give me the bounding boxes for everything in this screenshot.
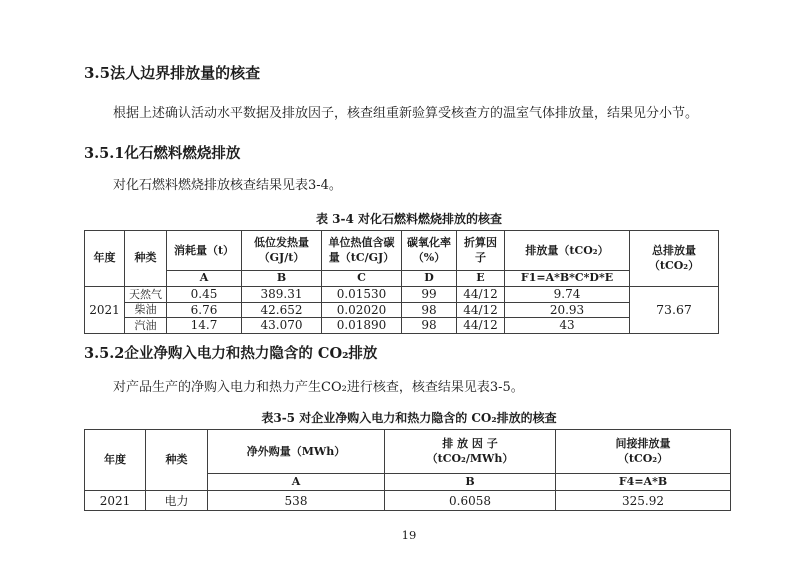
cell-carbon: 0.02020 [322, 302, 402, 317]
table-row-diesel [85, 302, 719, 317]
cell-fuel-type: 汽油 [125, 318, 167, 333]
cell-ncv: 389.31 [242, 287, 322, 302]
col-header-indirect-emission [556, 430, 731, 474]
cell-consumption: 14.7 [167, 318, 242, 333]
col-header-emission: 排放量（tCO₂） [505, 231, 630, 271]
cell-ncv: 42.652 [242, 302, 322, 317]
table-row-natural-gas [85, 287, 719, 302]
col-header-conversion-factor [457, 231, 505, 271]
paragraph-3-5-2: 对产品生产的净购入电力和热力产生CO₂进行核查，核查结果见表3-5。 [113, 379, 524, 395]
table-3-5 [84, 429, 731, 511]
cell-year: 2021 [85, 491, 146, 511]
cell-oxidation: 98 [402, 302, 457, 317]
col-header-factor-line2: 子 [475, 250, 486, 264]
cell-indirect-emission: 325.92 [556, 491, 731, 511]
cell-carbon: 0.01890 [322, 318, 402, 333]
cell-year: 2021 [85, 287, 125, 333]
col-header-carbon-content [322, 231, 402, 271]
subcol-e: E [457, 271, 505, 287]
section-heading-3-5-1: 3.5.1化石燃料燃烧排放 [84, 144, 241, 162]
subcol-formula-f4: F4=A*B [556, 474, 731, 491]
cell-ncv: 43.070 [242, 318, 322, 333]
cell-emission: 20.93 [505, 302, 630, 317]
table-row-electricity [85, 491, 731, 511]
cell-emission: 43 [505, 318, 630, 333]
col-header-consumption: 消耗量（t） [167, 231, 242, 271]
page-number: 19 [401, 528, 417, 543]
col-header-emission-factor-line1: 排 放 因 子 [442, 437, 498, 451]
col-header-carbon-line1: 单位热值含碳 [328, 236, 395, 250]
col-header-year: 年度 [85, 430, 146, 491]
cell-oxidation: 98 [402, 318, 457, 333]
col-header-factor-line1: 折算因 [464, 236, 497, 250]
cell-energy-type: 电力 [146, 491, 208, 511]
col-header-type: 种类 [125, 231, 167, 287]
cell-consumption: 6.76 [167, 302, 242, 317]
col-header-net-purchase: 净外购量（MWh） [208, 430, 385, 474]
subcol-c: C [322, 271, 402, 287]
col-header-oxidation-rate [402, 231, 457, 271]
table-3-5-caption: 表3-5 对企业净购入电力和热力隐含的 CO₂排放的核查 [261, 411, 557, 426]
paragraph-3-5-1: 对化石燃料燃烧排放核查结果见表3-4。 [113, 177, 342, 193]
col-header-total-line1: 总排放量 [652, 244, 696, 258]
col-header-emission-factor [385, 430, 556, 474]
cell-factor: 44/12 [457, 318, 505, 333]
cell-consumption: 0.45 [167, 287, 242, 302]
table-3-4 [84, 230, 719, 333]
subcol-a: A [208, 474, 385, 491]
cell-carbon: 0.01530 [322, 287, 402, 302]
subcol-formula-f1: F1=A*B*C*D*E [505, 271, 630, 287]
subcol-b: B [385, 474, 556, 491]
cell-fuel-type: 天然气 [125, 287, 167, 302]
col-header-total-line2: （tCO₂） [648, 258, 700, 272]
col-header-ncv-line2: （GJ/t） [258, 250, 305, 264]
col-header-year: 年度 [85, 231, 125, 287]
col-header-oxidation-line2: （%） [412, 250, 446, 264]
section-heading-3-5-2: 3.5.2企业净购入电力和热力隐含的 CO₂排放 [84, 344, 378, 362]
col-header-type: 种类 [146, 430, 208, 491]
cell-total-emission: 73.67 [630, 287, 719, 333]
cell-oxidation: 99 [402, 287, 457, 302]
subcol-d: D [402, 271, 457, 287]
col-header-indirect-line2: （tCO₂） [617, 451, 669, 465]
cell-factor: 44/12 [457, 302, 505, 317]
col-header-carbon-line2: 量（tC/GJ） [328, 250, 395, 264]
table-row-gasoline [85, 318, 719, 333]
section-heading-3-5: 3.5法人边界排放量的核查 [84, 64, 261, 82]
cell-emission: 9.74 [505, 287, 630, 302]
col-header-emission-factor-line2: （tCO₂/MWh） [426, 451, 514, 465]
cell-fuel-type: 柴油 [125, 302, 167, 317]
col-header-total-emission [630, 231, 719, 287]
subcol-b: B [242, 271, 322, 287]
col-header-indirect-line1: 间接排放量 [615, 437, 671, 451]
col-header-oxidation-line1: 碳氧化率 [407, 236, 451, 250]
table-3-4-caption: 表 3-4 对化石燃料燃烧排放的核查 [315, 212, 503, 227]
cell-factor: 44/12 [457, 287, 505, 302]
subcol-a: A [167, 271, 242, 287]
col-header-ncv-line1: 低位发热量 [254, 236, 309, 250]
cell-emission-factor: 0.6058 [385, 491, 556, 511]
paragraph-3-5: 根据上述确认活动水平数据及排放因子，核查组重新验算受核查方的温室气体排放量，结果见分小节。 [113, 106, 699, 121]
cell-net-purchase: 538 [208, 491, 385, 511]
col-header-ncv [242, 231, 322, 271]
